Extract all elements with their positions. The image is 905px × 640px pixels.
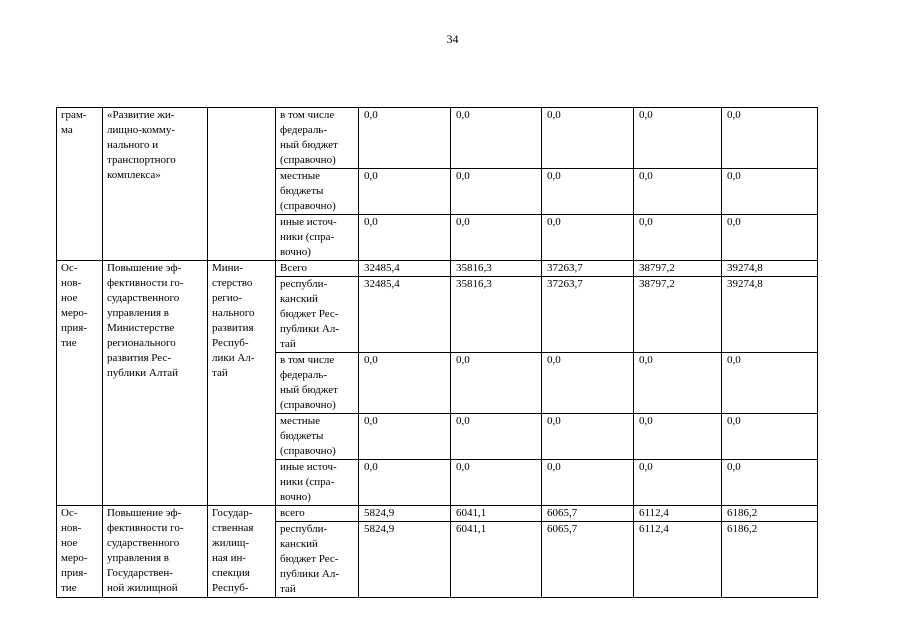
value-col-4: 6112,4 [634, 522, 722, 598]
cell-text-line: регионального [107, 337, 176, 349]
cell-text-line: меро- [61, 307, 88, 319]
cell-text-line: вочно) [280, 491, 311, 503]
cell-text-line: Респуб- [212, 337, 249, 349]
value-col-2: 0,0 [451, 108, 542, 169]
value-col-4: 0,0 [634, 414, 722, 460]
cell-text-line: ная ин- [212, 552, 247, 564]
cell-text-line: спекция [212, 567, 250, 579]
executor-cell [208, 108, 276, 261]
program-name-cell [103, 108, 208, 261]
cell-text-line: публики Ал- [280, 568, 340, 580]
cell-text-line: (справочно) [280, 445, 336, 457]
value-col-3: 6065,7 [542, 506, 634, 522]
cell-text-line: ственная [212, 522, 254, 534]
value-col-3: 0,0 [542, 169, 634, 215]
cell-text-line: лики Ал- [212, 352, 255, 364]
cell-text-line: меро- [61, 552, 88, 564]
funding-source-cell [276, 215, 359, 261]
value-col-5: 0,0 [722, 215, 818, 261]
cell-text-line: бюджет Рес- [280, 308, 339, 320]
table-row [57, 261, 818, 277]
cell-text-line: тие [61, 337, 77, 349]
value-col-1: 5824,9 [359, 506, 451, 522]
funding-source-cell [276, 108, 359, 169]
program-name-cell [103, 506, 208, 598]
value-col-3: 0,0 [542, 108, 634, 169]
table-row [57, 108, 818, 169]
cell-text-line: ной жилищной [107, 582, 178, 594]
cell-text-line: ное [61, 537, 78, 549]
value-col-1: 0,0 [359, 353, 451, 414]
value-col-4: 38797,2 [634, 261, 722, 277]
cell-text-line: публики Алтай [107, 367, 179, 379]
value-col-5: 6186,2 [722, 522, 818, 598]
cell-text-line: ники (спра- [280, 476, 335, 488]
funding-source-cell [276, 460, 359, 506]
value-col-3: 37263,7 [542, 277, 634, 353]
cell-text-line: «Развитие жи- [107, 109, 175, 121]
value-col-1: 32485,4 [359, 261, 451, 277]
value-col-5: 0,0 [722, 353, 818, 414]
cell-text-line: (справочно) [280, 154, 336, 166]
value-col-4: 0,0 [634, 460, 722, 506]
value-col-4: 6112,4 [634, 506, 722, 522]
executor-cell [208, 506, 276, 598]
cell-text-line: комплекса» [107, 169, 161, 181]
funding-source-cell [276, 277, 359, 353]
value-col-1: 32485,4 [359, 277, 451, 353]
cell-text-line: нального и [107, 139, 159, 151]
program-type-cell [57, 506, 103, 598]
value-col-3: 0,0 [542, 353, 634, 414]
value-col-5: 39274,8 [722, 277, 818, 353]
cell-text-line: канский [280, 538, 318, 550]
program-type-cell [57, 261, 103, 506]
cell-text-line: республи- [280, 278, 328, 290]
cell-text-line: ный бюджет [280, 139, 338, 151]
cell-text-line: развития Рес- [107, 352, 171, 364]
cell-text-line: тай [212, 367, 228, 379]
cell-text-line: бюджеты [280, 185, 324, 197]
value-col-2: 0,0 [451, 353, 542, 414]
cell-text-line: (справочно) [280, 399, 336, 411]
value-col-5: 0,0 [722, 414, 818, 460]
cell-text-line: Повышение эф- [107, 262, 182, 274]
cell-text-line: местные [280, 170, 320, 182]
cell-text-line: лищно-комму- [107, 124, 176, 136]
funding-source-cell [276, 353, 359, 414]
value-col-4: 38797,2 [634, 277, 722, 353]
cell-text-line: иные источ- [280, 461, 337, 473]
value-col-1: 0,0 [359, 108, 451, 169]
page-number: 34 [446, 32, 459, 46]
cell-text-line: в том числе [280, 109, 335, 121]
cell-text-line: тай [280, 338, 296, 350]
funding-source-cell [276, 414, 359, 460]
cell-text-line: канский [280, 293, 318, 305]
value-col-5: 39274,8 [722, 261, 818, 277]
cell-text-line: регио- [212, 292, 242, 304]
cell-text-line: Ос- [61, 262, 78, 274]
value-col-2: 0,0 [451, 169, 542, 215]
value-col-3: 0,0 [542, 460, 634, 506]
value-col-5: 0,0 [722, 169, 818, 215]
value-col-5: 0,0 [722, 460, 818, 506]
budget-table [56, 107, 818, 598]
cell-text-line: федераль- [280, 369, 327, 381]
cell-text-line: тай [280, 583, 296, 595]
cell-text-line: (справочно) [280, 200, 336, 212]
value-col-3: 6065,7 [542, 522, 634, 598]
cell-text-line: нального [212, 307, 255, 319]
cell-text-line: республи- [280, 523, 328, 535]
value-col-4: 0,0 [634, 353, 722, 414]
value-col-2: 0,0 [451, 414, 542, 460]
cell-text-line: вочно) [280, 246, 311, 258]
cell-text-line: управления в [107, 552, 169, 564]
cell-text-line: Ос- [61, 507, 78, 519]
cell-text-line: Государствен- [107, 567, 173, 579]
value-col-3: 37263,7 [542, 261, 634, 277]
value-col-1: 5824,9 [359, 522, 451, 598]
value-col-4: 0,0 [634, 108, 722, 169]
cell-text-line: Респуб- [212, 582, 249, 594]
cell-text-line: местные [280, 415, 320, 427]
value-col-3: 0,0 [542, 215, 634, 261]
funding-source-cell [276, 169, 359, 215]
value-col-5: 0,0 [722, 108, 818, 169]
executor-cell [208, 261, 276, 506]
cell-text-line: стерство [212, 277, 253, 289]
cell-text-line: в том числе [280, 354, 335, 366]
value-col-1: 0,0 [359, 460, 451, 506]
cell-text-line: развития [212, 322, 254, 334]
funding-source-cell [276, 506, 359, 522]
cell-text-line: Повышение эф- [107, 507, 182, 519]
cell-text-line: федераль- [280, 124, 327, 136]
cell-text-line: нов- [61, 522, 82, 534]
value-col-1: 0,0 [359, 169, 451, 215]
cell-text-line: тие [61, 582, 77, 594]
value-col-2: 35816,3 [451, 261, 542, 277]
funding-source-cell [276, 261, 359, 277]
value-col-4: 0,0 [634, 169, 722, 215]
cell-text-line: Всего [280, 262, 307, 274]
table-row [57, 506, 818, 522]
cell-text-line: Государ- [212, 507, 253, 519]
cell-text-line: ное [61, 292, 78, 304]
value-col-3: 0,0 [542, 414, 634, 460]
cell-text-line: фективности го- [107, 277, 184, 289]
cell-text-line: иные источ- [280, 216, 337, 228]
cell-text-line: всего [280, 507, 305, 519]
cell-text-line: прия- [61, 322, 87, 334]
cell-text-line: жилищ- [212, 537, 249, 549]
cell-text-line: публики Ал- [280, 323, 340, 335]
value-col-4: 0,0 [634, 215, 722, 261]
funding-source-cell [276, 522, 359, 598]
cell-text-line: Министерстве [107, 322, 175, 334]
value-col-1: 0,0 [359, 414, 451, 460]
value-col-5: 6186,2 [722, 506, 818, 522]
cell-text-line: нов- [61, 277, 82, 289]
value-col-2: 6041,1 [451, 522, 542, 598]
value-col-2: 6041,1 [451, 506, 542, 522]
cell-text-line: бюджет Рес- [280, 553, 339, 565]
cell-text-line: ма [61, 124, 73, 136]
program-name-cell [103, 261, 208, 506]
cell-text-line: прия- [61, 567, 87, 579]
cell-text-line: транспортного [107, 154, 176, 166]
value-col-2: 0,0 [451, 215, 542, 261]
cell-text-line: бюджеты [280, 430, 324, 442]
value-col-2: 0,0 [451, 460, 542, 506]
cell-text-line: ный бюджет [280, 384, 338, 396]
value-col-2: 35816,3 [451, 277, 542, 353]
cell-text-line: фективности го- [107, 522, 184, 534]
cell-text-line: ники (спра- [280, 231, 335, 243]
budget-table-body [57, 108, 818, 598]
value-col-1: 0,0 [359, 215, 451, 261]
cell-text-line: управления в [107, 307, 169, 319]
cell-text-line: грам- [61, 109, 87, 121]
cell-text-line: Мини- [212, 262, 244, 274]
cell-text-line: сударственного [107, 537, 180, 549]
cell-text-line: сударственного [107, 292, 180, 304]
program-type-cell [57, 108, 103, 261]
